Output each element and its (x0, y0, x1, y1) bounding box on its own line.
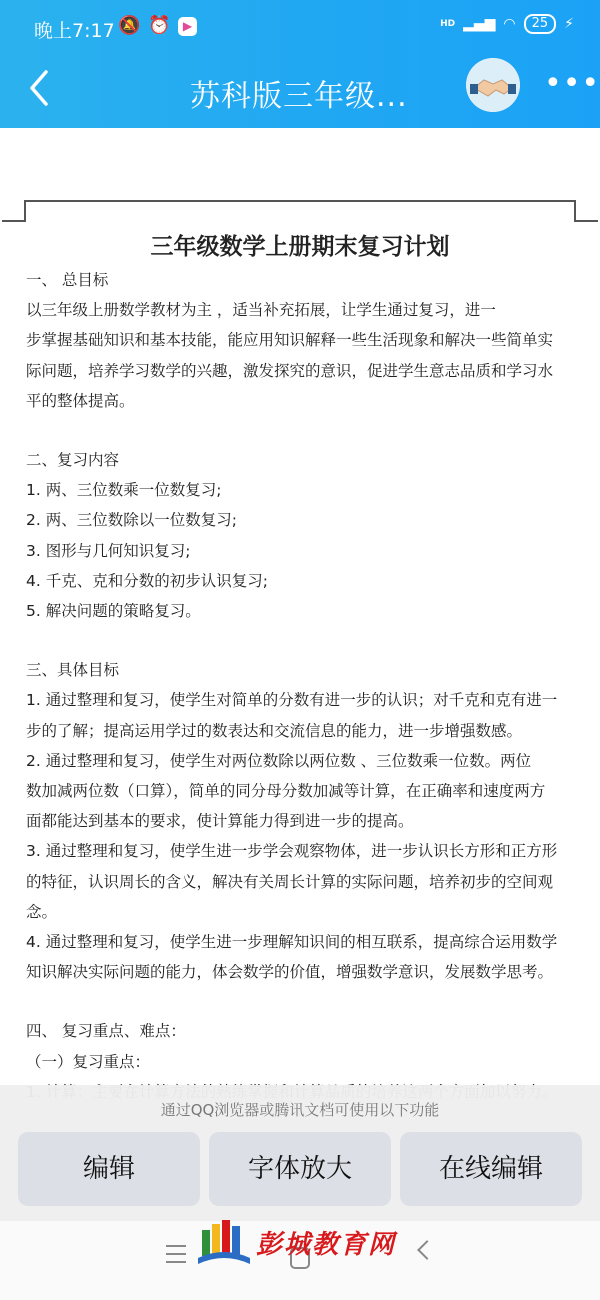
top-bar (0, 0, 600, 128)
page-title: 苏科版三年级... (190, 79, 408, 114)
document-line: （一）复习重点： (26, 1052, 151, 1071)
document-title: 三年级数学上册期末复习计划 (150, 234, 450, 260)
back-arrow-icon[interactable] (24, 68, 56, 108)
document-line: 面都能达到基本的要求，使计算能力得到进一步的提高。 (26, 812, 414, 831)
document-line: 的特征，认识周长的含义，解决有关周长计算的实际问题，培养初步的空间观 (26, 872, 554, 891)
document-line: 1. 两、三位数乘一位数复习; (26, 481, 222, 500)
document-line: 以三年级上册数学教材为主 ，适当补充拓展，让学生通过复习，进一 (26, 301, 496, 320)
charging-icon: ⚡ (564, 16, 574, 32)
avatar[interactable] (466, 58, 520, 112)
wifi-icon: ◠ (503, 16, 516, 32)
document-line: 2. 两、三位数除以一位数复习; (26, 511, 237, 530)
alarm-icon: ⏰ (148, 15, 171, 36)
book-logo-icon (196, 1216, 252, 1272)
document-line: 1. 通过整理和复习，使学生对简单的分数有进一步的认识；对千克和克有进一 (26, 691, 558, 710)
online-edit-button[interactable]: 在线编辑 (400, 1132, 582, 1206)
document-line: 二、复习内容 (26, 451, 120, 469)
document-line: 一、 总目标 (26, 271, 109, 289)
document-line: 步掌握基础知识和基本技能，能应用知识解释一些生活现象和解决一些简单实 (26, 331, 554, 350)
recent-apps-icon[interactable] (166, 1245, 186, 1269)
document-line: 3. 通过整理和复习，使学生进一步学会观察物体，进一步认识长方形和正方形 (26, 842, 558, 861)
document-line: 4. 通过整理和复习，使学生进一步理解知识间的相互联系，提高综合运用数学 (26, 933, 558, 951)
document-view[interactable] (0, 128, 600, 1218)
document-line: 三、具体目标 (26, 661, 120, 680)
document-line: 念。 (26, 902, 58, 921)
nav-bar (0, 58, 600, 128)
signal-icon: ▂▄▆ (463, 16, 496, 32)
document-line: 知识解决实际问题的能力，体会数学的价值，增强数学意识，发展数学思考。 (26, 963, 554, 982)
battery-icon: 25 (524, 14, 557, 34)
status-time: 晚上7:17 (34, 20, 115, 42)
more-menu-icon[interactable]: ••• (544, 66, 600, 101)
feature-hint: 通过QQ浏览器或腾讯文档可使用以下功能 (160, 1101, 440, 1119)
watermark-text: 彭城教育网 (256, 1230, 397, 1260)
document-line: 步的了解；提高运用学过的数表达和交流信息的能力，进一步增强数感。 (26, 721, 523, 740)
document-line: 4. 千克、克和分数的初步认识复习; (26, 571, 268, 590)
document-line: 2. 通过整理和复习，使学生对两位数除以两位数 、三位数乘一位数。两位 (26, 751, 532, 770)
enlarge-font-button[interactable]: 字体放大 (209, 1132, 391, 1206)
document-line: 平的整体提高。 (26, 391, 135, 410)
handshake-icon (466, 58, 520, 112)
document-line: 数加减两位数（口算），简单的同分母分数加减等计算，在正确率和速度两方 (26, 782, 546, 800)
hd-signal-icon: HD (440, 19, 456, 29)
document-line: 际问题，培养学习数学的兴趣，激发探究的意识，促进学生意志品质和学习水 (26, 361, 554, 380)
app-notification-icon: ▶ (178, 17, 197, 36)
document-line: 5. 解决问题的策略复习。 (26, 602, 201, 620)
mute-bell-icon: 🔕 (118, 15, 141, 36)
watermark-logo (196, 1216, 436, 1276)
feature-panel (0, 1085, 600, 1221)
edit-button[interactable]: 编辑 (18, 1132, 200, 1206)
status-bar (0, 0, 600, 58)
page-frame (24, 200, 576, 202)
document-line: 四、 复习重点、难点： (26, 1022, 186, 1041)
document-line: 3. 图形与几何知识复习; (26, 541, 191, 560)
